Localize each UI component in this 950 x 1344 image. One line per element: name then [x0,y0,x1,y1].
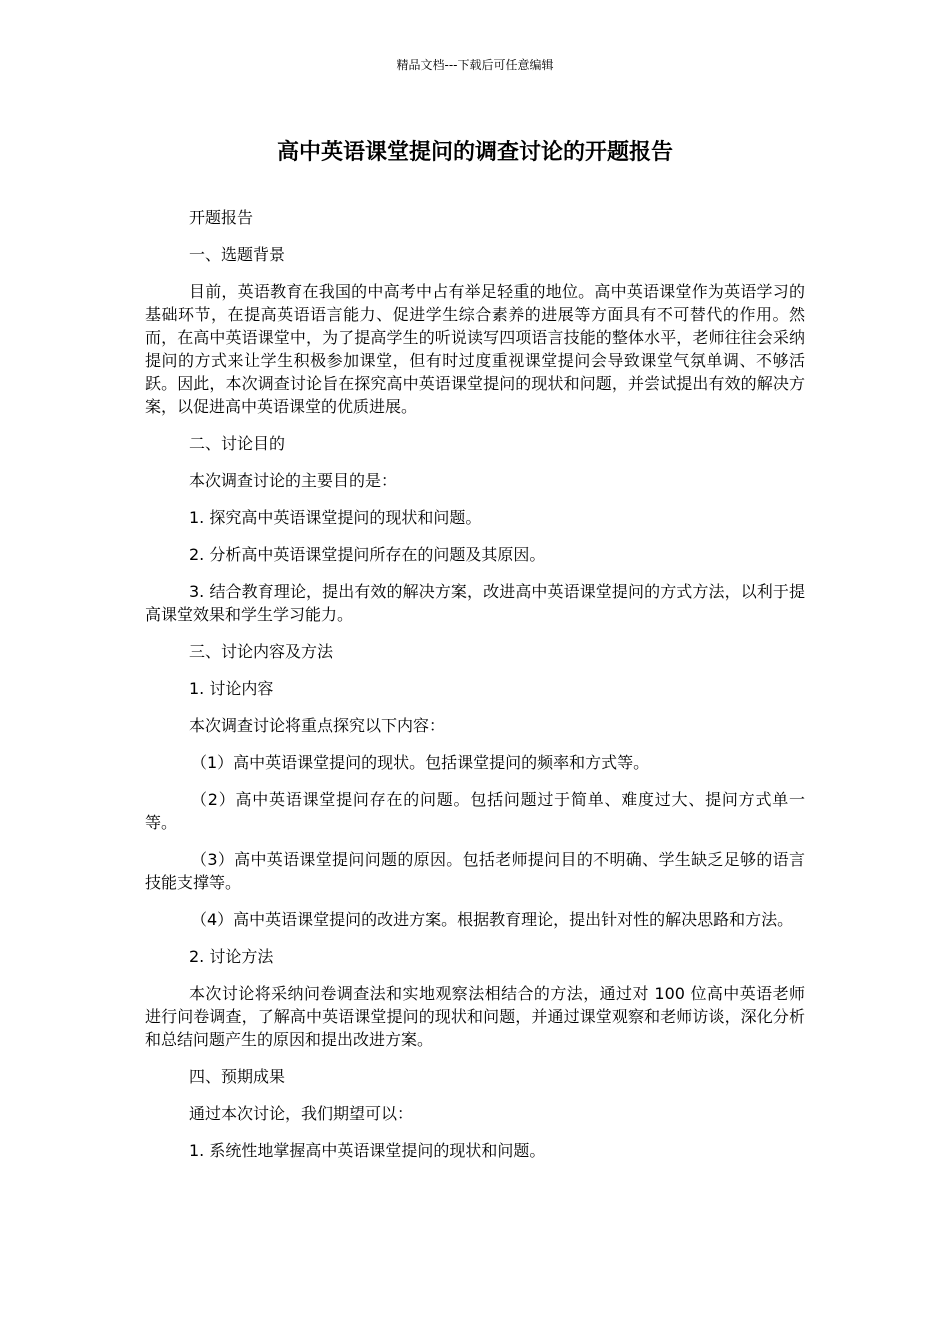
document-body [145,206,805,1176]
list-item-content-1: （1）高中英语课堂提问的现状。包括课堂提问的频率和方式等。 [191,753,650,772]
list-item-content-4: （4）高中英语课堂提问的改进方案。根据教育理论，提出针对性的解决思路和方法。 [191,910,794,929]
paragraph-expected-intro: 通过本次讨论，我们期望可以： [189,1104,414,1123]
list-item-purpose-2: 2. 分析高中英语课堂提问所存在的问题及其原因。 [189,545,546,564]
paragraph-purpose-intro: 本次调查讨论的主要目的是： [189,471,398,490]
section-heading-purpose: 二、讨论目的 [189,434,286,453]
section-heading-background: 一、选题背景 [189,245,286,264]
paragraph-content-intro: 本次调查讨论将重点探究以下内容： [189,716,446,735]
paragraph-report-label: 开题报告 [189,208,254,227]
list-item-purpose-1: 1. 探究高中英语课堂提问的现状和问题。 [189,508,482,527]
list-item-expected-1: 1. 系统性地掌握高中英语课堂提问的现状和问题。 [189,1141,546,1160]
section-heading-expected-results: 四、预期成果 [189,1067,286,1086]
paragraph-background: 目前，英语教育在我国的中高考中占有举足轻重的地位。高中英语课堂作为英语学习的基础环节，在提高英语语言能力、促进学生综合素养的进展等方面具有不可替代的作用。然而，在高中英语课堂中，为了提高学生的听说读写四项语言技能的整体水平，老师往往会采纳提问的方式来让学生积极参加课堂，但有时过度重视课堂提问会导致课堂气氛单调、不够活跃。因此，本次调查讨论旨在探究高中英语课堂提问的现状和问题，并尝试提出有效的解决方案，以促进高中英语课堂的优质进展。 [145,282,805,416]
list-item-content-2: （2）高中英语课堂提问存在的问题。包括问题过于简单、难度过大、提问方式单一等。 [145,790,805,832]
subsection-heading-method: 2. 讨论方法 [189,947,274,966]
section-heading-content-method: 三、讨论内容及方法 [189,642,334,661]
list-item-content-3: （3）高中英语课堂提问问题的原因。包括老师提问目的不明确、学生缺乏足够的语言技能支撑等。 [145,850,805,892]
list-item-purpose-3: 3. 结合教育理论，提出有效的解决方案，改进高中英语课堂提问的方式方法，以利于提高课堂效果和学生学习能力。 [145,582,805,624]
subsection-heading-content: 1. 讨论内容 [189,679,274,698]
header-note: 精品文档---下载后可任意编辑 [396,58,554,72]
document-title: 高中英语课堂提问的调查讨论的开题报告 [276,140,673,165]
paragraph-method: 本次讨论将采纳问卷调查法和实地观察法相结合的方法，通过对 100 位高中英语老师进行问卷调查，了解高中英语课堂提问的现状和问题，并通过课堂观察和老师访谈，深化分析和总结问题产生的原因和提出改进方案。 [145,984,805,1049]
